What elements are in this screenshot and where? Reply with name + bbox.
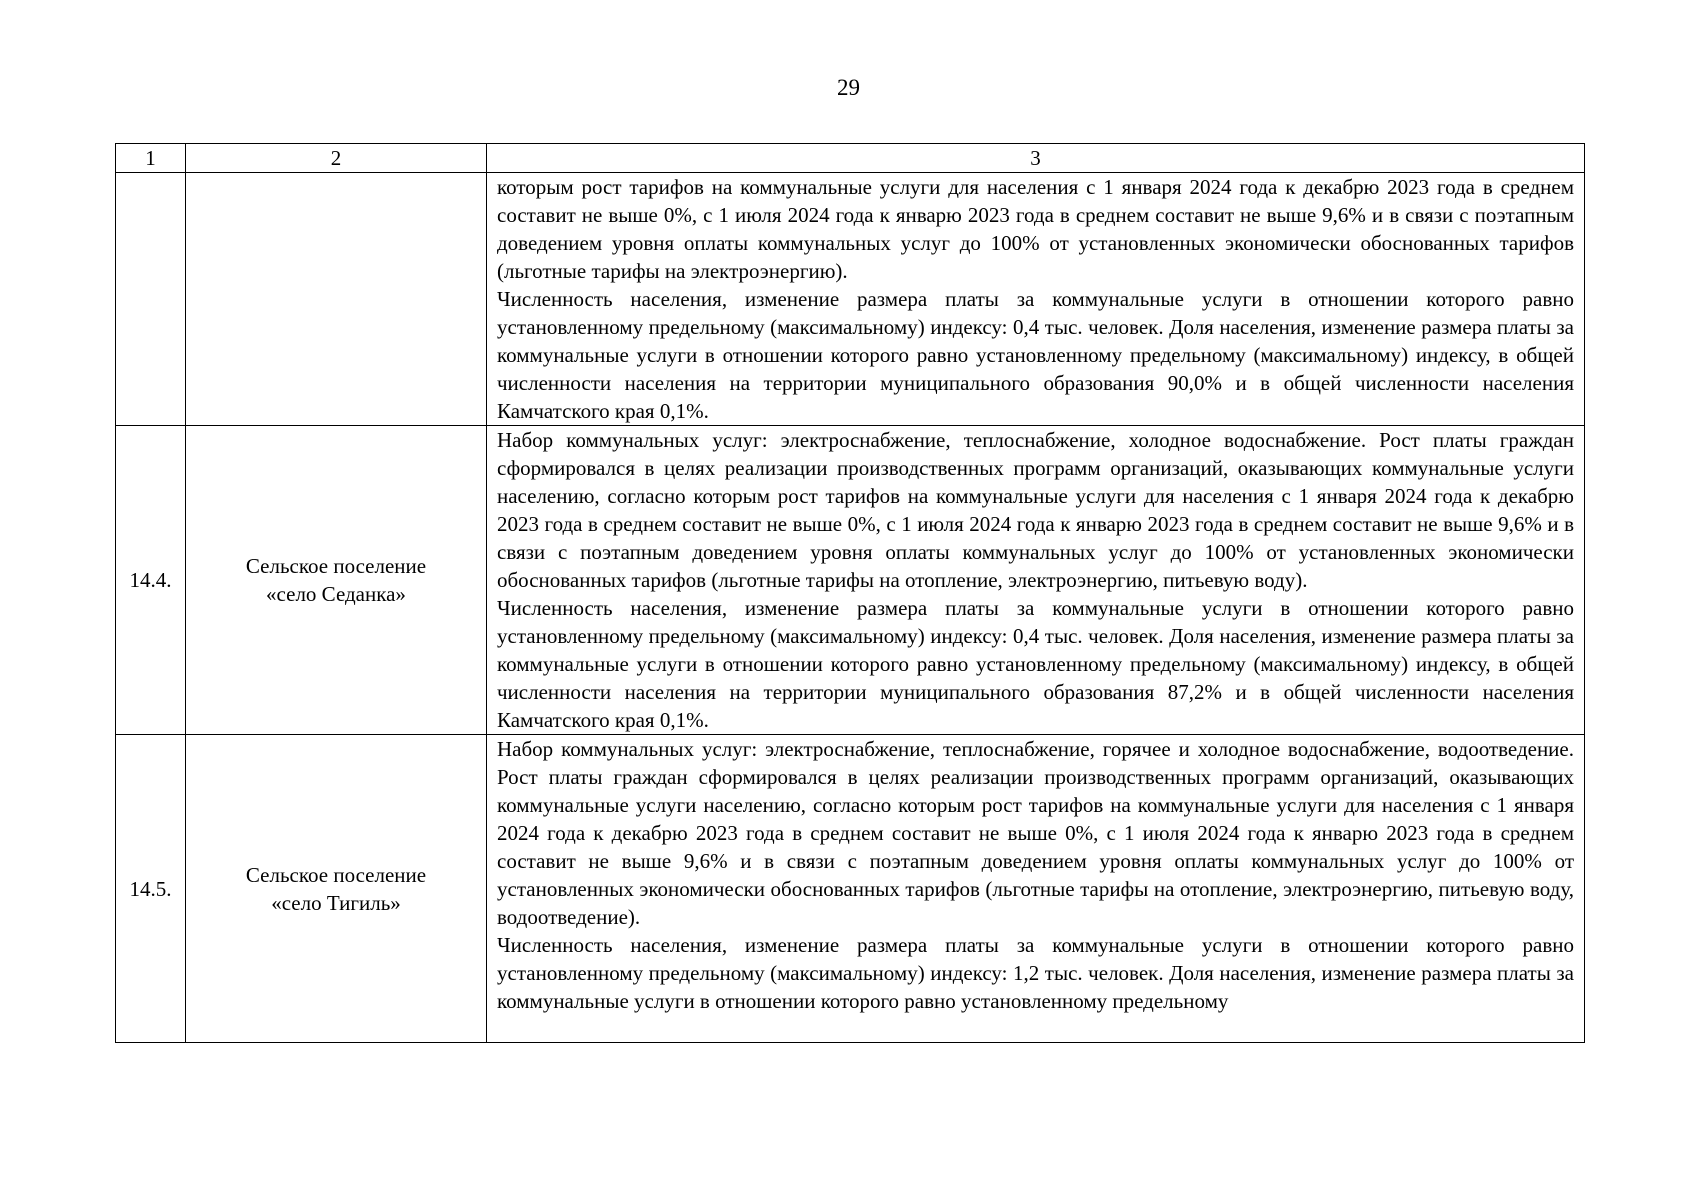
row-number [116, 173, 186, 426]
column-header-3: 3 [487, 144, 1585, 173]
description-cell [487, 173, 1585, 426]
tariff-paragraph: Набор коммунальных услуг: электроснабжение, теплоснабжение, горячее и холодное водоснабжение, водоотведение. Рост платы граждан сформировался в целях реализации производственных программ организаций, оказывающих коммунальные услуги населению, согласно которым рост тарифов на коммунальные услуги для населения с 1 января 2024 года к декабрю 2023 года в среднем составит не выше 0%, с 1 июля 2024 года к январю 2023 года в среднем составит не выше 9,6% и в связи с поэтапным доведением уровня оплаты коммунальных услуг до 100% от установленных экономически обоснованных тарифов (льготные тарифы на отопление, электроэнергию, питьевую воду, водоотведение). [497, 737, 1574, 929]
table-header-row [116, 144, 1585, 173]
description-content [497, 735, 1574, 1042]
description-cell [487, 426, 1585, 735]
description-cell [487, 735, 1585, 1043]
table-row [116, 173, 1585, 426]
tariff-table [115, 143, 1585, 1043]
tariff-paragraph: Набор коммунальных услуг: электроснабжение, теплоснабжение, холодное водоснабжение. Рост платы граждан сформировался в целях реализации производственных программ организаций, оказывающих коммунальные услуги населению, согласно которым рост тарифов на коммунальные услуги для населения с 1 января 2024 года к декабрю 2023 года в среднем составит не выше 0%, с 1 июля 2024 года к январю 2023 года в среднем составит не выше 9,6% и в связи с поэтапным доведением уровня оплаты коммунальных услуг до 100% от установленных экономически обоснованных тарифов (льготные тарифы на отопление, электроэнергию, питьевую воду). [497, 428, 1574, 592]
row-number: 14.5. [116, 735, 186, 1043]
population-paragraph: Численность населения, изменение размера платы за коммунальные услуги в отношении которого равно установленному предельному (максимальному) индексу: 0,4 тыс. человек. Доля населения, изменение размера платы за коммунальные услуги в отношении которого равно установленному предельному (максимальному) индексу, в общей численности населения на территории муниципального образования 87,2% и в общей численности населения Камчатского края 0,1%. [497, 596, 1574, 732]
row-number: 14.4. [116, 426, 186, 735]
settlement-name-line2: «село Тигиль» [271, 890, 401, 915]
settlement-name-line1: Сельское поселение [245, 554, 427, 578]
settlement-name [186, 735, 487, 1043]
tariff-paragraph: которым рост тарифов на коммунальные услуги для населения с 1 января 2024 года к декабрю 2023 года в среднем составит не выше 0%, с 1 июля 2024 года к январю 2023 года в среднем составит не выше 9,6% и в связи с поэтапным доведением уровня оплаты коммунальных услуг до 100% от установленных экономически обоснованных тарифов (льготные тарифы на электроэнергию). [497, 175, 1574, 283]
population-paragraph: Численность населения, изменение размера платы за коммунальные услуги в отношении которого равно установленному предельному (максимальному) индексу: 0,4 тыс. человек. Доля населения, изменение размера платы за коммунальные услуги в отношении которого равно установленному предельному (максимальному) индексу, в общей численности населения на территории муниципального образования 90,0% и в общей численности населения Камчатского края 0,1%. [497, 287, 1574, 423]
column-header-2: 2 [186, 144, 487, 173]
settlement-name-line1: Сельское поселение [245, 862, 427, 887]
settlement-name-line2: «село Седанка» [266, 582, 406, 606]
table-row [116, 735, 1585, 1043]
settlement-name [186, 426, 487, 735]
column-header-1: 1 [116, 144, 186, 173]
table-row [116, 426, 1585, 735]
settlement-name [186, 173, 487, 426]
population-paragraph: Численность населения, изменение размера платы за коммунальные услуги в отношении которого равно установленному предельному (максимальному) индексу: 1,2 тыс. человек. Доля населения, изменение размера платы за коммунальные услуги в отношении которого равно установленному предельному [497, 933, 1574, 1013]
page-number: 29 [837, 75, 860, 100]
